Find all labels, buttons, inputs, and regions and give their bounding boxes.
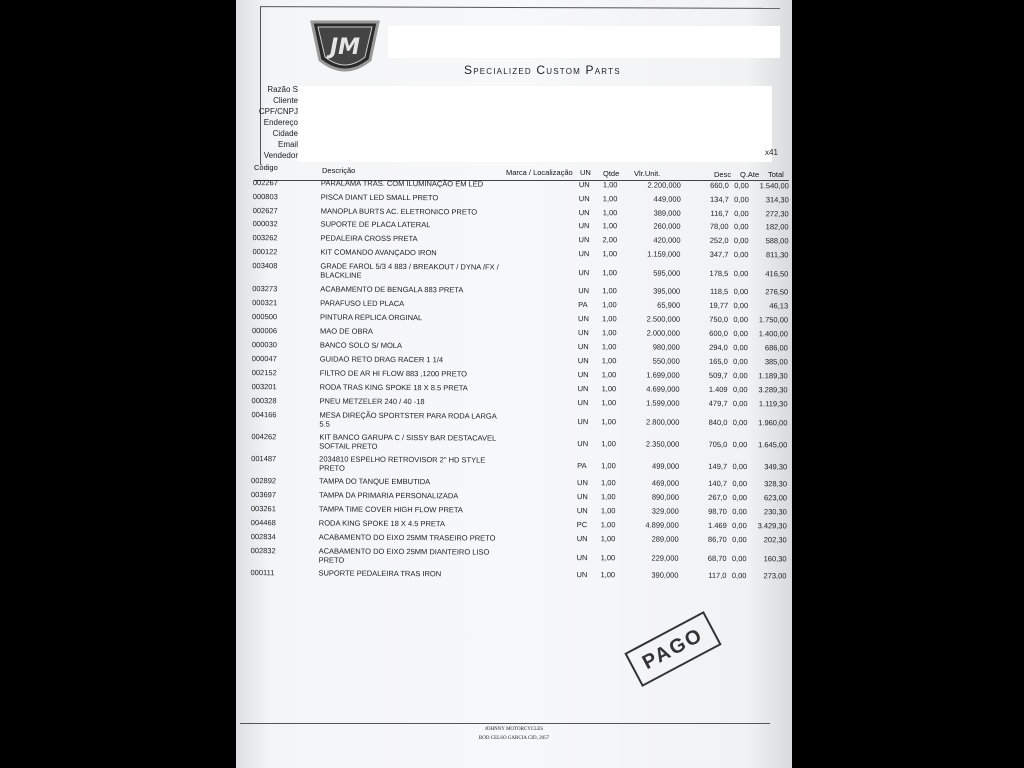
item-quantity: 1,00 bbox=[602, 221, 618, 231]
item-quantity: 1,00 bbox=[602, 314, 617, 324]
item-total: 1.189,30 bbox=[758, 371, 788, 381]
table-row bbox=[236, 504, 789, 517]
table-row bbox=[236, 247, 790, 260]
item-quantity: 1,00 bbox=[601, 384, 617, 394]
item-code: 000047 bbox=[251, 354, 277, 364]
item-unit: UN bbox=[577, 356, 589, 366]
item-code: 001487 bbox=[251, 454, 277, 464]
item-qty-ate: 0,00 bbox=[733, 301, 749, 311]
item-quantity: 1,00 bbox=[601, 461, 616, 471]
item-unit: UN bbox=[576, 553, 588, 563]
header-un: UN bbox=[580, 168, 591, 177]
item-unit: UN bbox=[577, 370, 589, 380]
item-unit-price: 2.200,000 bbox=[647, 180, 681, 190]
item-qty-ate: 0,00 bbox=[732, 418, 748, 428]
footer-rule bbox=[240, 723, 770, 724]
item-description: GRADE FAROL 5/3 4 883 / BREAKOUT / DYNA /FX / BLACKLINE bbox=[320, 261, 499, 280]
item-code: 000030 bbox=[251, 340, 277, 350]
item-description: RODA TRAS KING SPOKE 18 X 8.5 PRETA bbox=[319, 382, 468, 393]
item-discount: 267,0 bbox=[708, 492, 727, 503]
item-discount: 19,77 bbox=[709, 300, 729, 311]
table-row bbox=[236, 261, 790, 280]
item-unit: PC bbox=[576, 520, 588, 530]
item-unit: UN bbox=[576, 506, 588, 516]
item-total: 1.540,00 bbox=[759, 181, 789, 191]
item-total: 46,13 bbox=[769, 301, 789, 311]
label-vendedor: Vendedor bbox=[263, 151, 298, 160]
item-unit: UN bbox=[577, 478, 588, 488]
table-row bbox=[236, 298, 790, 311]
item-unit: UN bbox=[576, 534, 588, 544]
redacted-customer-info bbox=[298, 86, 772, 162]
label-email: Email bbox=[277, 140, 298, 149]
item-unit-price: 420,000 bbox=[653, 235, 681, 245]
item-total: 349,30 bbox=[764, 462, 788, 472]
item-quantity: 1,00 bbox=[601, 328, 617, 338]
item-description: RODA KING SPOKE 18 X 4.5 PRETA bbox=[318, 518, 445, 529]
item-code: 002152 bbox=[251, 368, 277, 378]
item-qty-ate: 0,00 bbox=[733, 357, 748, 367]
item-qty-ate: 0,00 bbox=[732, 521, 747, 531]
item-unit: UN bbox=[578, 194, 590, 204]
item-qty-ate: 0,00 bbox=[733, 236, 749, 246]
item-quantity: 1,00 bbox=[601, 342, 617, 352]
item-total: 328,30 bbox=[764, 479, 788, 489]
item-code: 002627 bbox=[252, 206, 278, 216]
item-code: 002267 bbox=[252, 178, 278, 188]
table-row bbox=[236, 368, 790, 381]
paid-stamp: PAGO bbox=[624, 611, 721, 687]
table-row bbox=[236, 382, 790, 395]
item-quantity: 1,00 bbox=[601, 439, 616, 449]
item-discount: 294,0 bbox=[709, 342, 728, 353]
item-unit: UN bbox=[577, 398, 589, 408]
item-unit-price: 289,000 bbox=[651, 534, 679, 544]
header-discount: Desc bbox=[714, 170, 732, 179]
item-total: 202,30 bbox=[763, 535, 787, 545]
item-unit: UN bbox=[577, 439, 589, 449]
item-discount: 509,7 bbox=[708, 370, 728, 381]
item-code: 003261 bbox=[250, 504, 276, 514]
item-qty-ate: 0,00 bbox=[733, 287, 749, 297]
table-row bbox=[236, 432, 789, 451]
item-code: 004166 bbox=[251, 410, 277, 420]
item-code: 003201 bbox=[251, 382, 277, 392]
table-row bbox=[236, 340, 790, 353]
table-row bbox=[236, 206, 791, 219]
item-discount: 178,5 bbox=[709, 268, 729, 279]
item-total: 1.645,00 bbox=[758, 440, 788, 450]
item-qty-ate: 0,00 bbox=[734, 209, 749, 219]
item-code: 000006 bbox=[251, 326, 278, 336]
table-row bbox=[236, 192, 791, 205]
header-code: Código bbox=[254, 163, 278, 172]
document-page bbox=[236, 0, 792, 768]
item-description: PINTURA REPLICA ORGINAL bbox=[320, 312, 423, 323]
item-unit-price: 260,000 bbox=[653, 221, 681, 231]
item-description: ACABAMENTO DE BENGALA 883 PRETA bbox=[320, 284, 464, 295]
item-quantity: 1,00 bbox=[602, 208, 618, 218]
item-quantity: 1,00 bbox=[602, 194, 618, 204]
item-unit-price: 1.699,000 bbox=[646, 370, 680, 380]
company-tagline: Specialized Custom Parts bbox=[464, 63, 621, 77]
item-unit-price: 229,000 bbox=[651, 553, 679, 563]
item-discount: 98,70 bbox=[708, 506, 727, 517]
item-code: 003262 bbox=[252, 233, 278, 243]
item-code: 000803 bbox=[252, 192, 278, 202]
item-quantity: 1,00 bbox=[600, 492, 616, 502]
item-total: 385,00 bbox=[764, 357, 788, 367]
table-row bbox=[236, 396, 790, 409]
item-description: PARAFUSO LED PLACA bbox=[320, 298, 405, 309]
item-total: 1.750,00 bbox=[758, 315, 789, 325]
redacted-company-info bbox=[388, 26, 780, 58]
item-discount: 1.409 bbox=[708, 384, 728, 395]
label-cliente: Cliente bbox=[273, 96, 298, 105]
item-unit-price: 2.500,000 bbox=[646, 314, 681, 324]
item-description: TAMPA DO TANQUE EMBUTIDA bbox=[319, 476, 431, 487]
item-unit-price: 449,000 bbox=[653, 194, 681, 204]
item-discount: 660,0 bbox=[710, 180, 729, 191]
item-description: BANCO SOLO S/ MOLA bbox=[319, 340, 403, 351]
table-row bbox=[236, 326, 790, 339]
item-unit-price: 390,000 bbox=[651, 570, 679, 580]
item-discount: 117,0 bbox=[708, 570, 727, 581]
item-qty-ate: 0,00 bbox=[733, 329, 748, 339]
item-total: 276,50 bbox=[765, 287, 789, 297]
item-quantity: 1,00 bbox=[601, 417, 617, 427]
item-qty-ate: 0,00 bbox=[732, 440, 748, 450]
item-total: 1.119,30 bbox=[758, 399, 788, 409]
item-quantity: 1,00 bbox=[600, 553, 616, 563]
item-code: 000500 bbox=[252, 312, 278, 322]
table-row bbox=[236, 233, 791, 246]
item-unit: UN bbox=[577, 328, 589, 338]
item-total: 273,00 bbox=[763, 571, 787, 581]
item-description: MAO DE OBRA bbox=[319, 326, 373, 336]
item-total: 416,50 bbox=[765, 269, 789, 279]
item-qty-ate: 0,00 bbox=[732, 399, 748, 409]
item-unit-price: 550,000 bbox=[652, 356, 680, 366]
item-total: 1.400,00 bbox=[758, 329, 788, 339]
item-unit: UN bbox=[578, 249, 590, 259]
frame-top-rule bbox=[260, 6, 780, 9]
item-qty-ate: 0,00 bbox=[734, 195, 749, 205]
item-unit-price: 595,000 bbox=[653, 268, 681, 278]
header-qtd: Qtde bbox=[603, 169, 620, 178]
item-unit: UN bbox=[576, 570, 588, 580]
item-description: PEDALEIRA CROSS PRETA bbox=[320, 233, 418, 244]
item-qty-ate: 0,00 bbox=[732, 507, 747, 517]
item-total: 3.429,30 bbox=[757, 521, 787, 531]
item-unit-price: 499,000 bbox=[652, 461, 680, 471]
header-brand: Marca / Localização bbox=[506, 168, 573, 177]
item-unit: UN bbox=[578, 314, 589, 324]
table-row bbox=[236, 284, 790, 297]
item-qty-ate: 0,00 bbox=[733, 250, 749, 260]
item-discount: 68,70 bbox=[707, 553, 727, 564]
item-code: 000321 bbox=[252, 298, 278, 308]
item-discount: 840,0 bbox=[708, 417, 728, 428]
item-qty-ate: 0,00 bbox=[732, 479, 748, 489]
item-total: 686,00 bbox=[764, 343, 788, 353]
item-total: 272,30 bbox=[765, 209, 789, 219]
item-discount: 78,00 bbox=[709, 221, 729, 232]
item-quantity: 1,00 bbox=[600, 506, 616, 516]
label-cpf: CPF/CNPJ bbox=[258, 107, 298, 116]
item-quantity: 1,00 bbox=[600, 520, 616, 530]
header-total: Total bbox=[768, 170, 784, 179]
item-description: SUPORTE DE PLACA LATERAL bbox=[320, 219, 431, 230]
table-row bbox=[236, 490, 789, 503]
item-unit-price: 65,900 bbox=[657, 300, 681, 310]
item-code: 004468 bbox=[250, 518, 276, 528]
item-total: 182,00 bbox=[765, 222, 789, 232]
item-qty-ate: 0,00 bbox=[734, 181, 749, 191]
item-qty-ate: 0,00 bbox=[732, 535, 747, 545]
item-qty-ate: 0,00 bbox=[732, 493, 747, 503]
item-discount: 479,7 bbox=[708, 398, 728, 409]
item-description: MANOPLA BURTS AC. ELETRONICO PRETO bbox=[320, 206, 478, 217]
table-row bbox=[236, 454, 789, 473]
item-discount: 86,70 bbox=[707, 534, 727, 545]
item-description: SUPORTE PEDALEIRA TRAS IRON bbox=[318, 568, 442, 579]
item-unit: UN bbox=[577, 417, 589, 427]
item-code: 000032 bbox=[252, 219, 278, 229]
item-description: KIT BANCO GARUPA C / SISSY BAR DESTACAVEL SOFTAIL PRETO bbox=[319, 432, 496, 451]
item-code: 003273 bbox=[252, 284, 278, 294]
item-unit: UN bbox=[578, 180, 590, 190]
item-qty-ate: 0,00 bbox=[733, 269, 749, 279]
item-unit: UN bbox=[576, 492, 588, 502]
item-description: PNEU METZELER 240 / 40 -18 bbox=[319, 396, 425, 407]
item-code: 000328 bbox=[251, 396, 277, 406]
item-discount: 118,5 bbox=[709, 286, 729, 297]
item-unit-price: 329,000 bbox=[651, 506, 679, 516]
table-row bbox=[236, 532, 789, 545]
item-qty-ate: 0,00 bbox=[733, 371, 748, 381]
item-quantity: 1,00 bbox=[600, 534, 616, 544]
table-row bbox=[236, 568, 789, 581]
item-discount: 134,7 bbox=[709, 194, 729, 205]
item-discount: 705,0 bbox=[708, 439, 728, 450]
item-discount: 600,0 bbox=[709, 328, 728, 339]
item-total: 3.289,30 bbox=[758, 385, 788, 395]
item-qty-ate: 0,00 bbox=[731, 571, 747, 581]
item-description: ACABAMENTO DO EIXO 25MM DIANTEIRO LISO PRETO bbox=[318, 546, 490, 565]
item-code: 003697 bbox=[250, 490, 277, 500]
item-unit-price: 395,000 bbox=[653, 286, 681, 296]
item-unit-price: 1.159,000 bbox=[647, 249, 681, 259]
item-code: 000122 bbox=[252, 247, 278, 257]
item-code: 004262 bbox=[251, 432, 277, 442]
header-suffix: x41 bbox=[765, 148, 778, 157]
item-total: 314,30 bbox=[765, 195, 789, 205]
header-unit: Vlr.Unit. bbox=[634, 169, 661, 178]
item-description: MESA DIREÇÃO SPORTSTER PARA RODA LARGA 5.5 bbox=[319, 410, 497, 429]
item-discount: 140,7 bbox=[708, 478, 728, 489]
footer-address: ROD CELSO GARCIA CID, 2057 bbox=[478, 736, 550, 741]
footer-company: JOHNNY MOTORCYCLES bbox=[484, 727, 544, 732]
item-unit: UN bbox=[577, 342, 589, 352]
table-row bbox=[236, 546, 789, 565]
item-unit-price: 469,000 bbox=[651, 478, 680, 488]
item-description: TAMPA DA PRIMARIA PERSONALIZADA bbox=[318, 490, 459, 501]
item-code: 002892 bbox=[251, 476, 277, 486]
header-qty-ate: Q.Ate bbox=[740, 170, 760, 179]
item-qty-ate: 0,00 bbox=[732, 385, 748, 395]
item-unit: UN bbox=[577, 384, 589, 394]
table-row bbox=[236, 410, 789, 429]
item-qty-ate: 0,00 bbox=[733, 222, 749, 232]
customer-labels bbox=[250, 84, 298, 161]
item-total: 160,30 bbox=[763, 554, 787, 564]
item-quantity: 2,00 bbox=[602, 235, 618, 245]
item-qty-ate: 0,00 bbox=[731, 554, 747, 564]
item-total: 623,00 bbox=[763, 493, 787, 503]
item-unit-price: 980,000 bbox=[652, 342, 680, 352]
label-razao: Razão S bbox=[267, 85, 298, 94]
item-quantity: 1,00 bbox=[601, 370, 617, 380]
item-discount: 149,7 bbox=[708, 461, 728, 472]
label-cidade: Cidade bbox=[272, 129, 298, 138]
item-unit-price: 1.599,000 bbox=[646, 398, 680, 408]
item-code: 003408 bbox=[252, 261, 278, 271]
item-quantity: 1,00 bbox=[602, 300, 617, 310]
item-quantity: 1,00 bbox=[601, 356, 617, 366]
item-description: GUIDAO RETO DRAG RACER 1 1/4 bbox=[319, 354, 444, 365]
item-unit-price: 2.000,000 bbox=[646, 328, 681, 338]
table-row bbox=[236, 518, 789, 531]
item-total: 811,30 bbox=[766, 250, 789, 260]
item-discount: 252,0 bbox=[709, 235, 729, 246]
item-description: PISCA DIANT LED SMALL PRETO bbox=[320, 192, 439, 203]
item-total: 1.960,00 bbox=[758, 418, 788, 428]
item-code: 000111 bbox=[250, 568, 275, 578]
item-unit-price: 2.800,000 bbox=[646, 417, 680, 427]
table-row bbox=[236, 219, 791, 232]
item-unit-price: 4.699,000 bbox=[646, 384, 680, 394]
item-total: 588,00 bbox=[765, 236, 789, 246]
item-discount: 750,0 bbox=[709, 314, 729, 325]
item-quantity: 1,00 bbox=[602, 180, 618, 190]
table-row bbox=[236, 354, 790, 367]
item-discount: 116,7 bbox=[710, 208, 729, 219]
header-desc: Descrição bbox=[322, 166, 356, 175]
item-description: ACABAMENTO DO EIXO 25MM TRASEIRO PRETO bbox=[318, 532, 496, 543]
item-unit: UN bbox=[578, 268, 590, 278]
item-unit-price: 4.899,000 bbox=[645, 520, 679, 530]
item-discount: 1.469 bbox=[707, 520, 727, 531]
item-description: TAMPA TIME COVER HIGH FLOW PRETA bbox=[318, 504, 463, 515]
item-qty-ate: 0,00 bbox=[732, 462, 748, 472]
item-description: PARALAMA TRAS. COM ILUMINAÇÃO EM LED bbox=[320, 178, 484, 189]
item-unit-price: 890,000 bbox=[651, 492, 679, 502]
item-unit: UN bbox=[578, 286, 590, 296]
item-unit-price: 2.350,000 bbox=[645, 439, 680, 449]
company-logo bbox=[306, 16, 384, 78]
item-discount: 165,0 bbox=[708, 356, 728, 367]
table-row bbox=[236, 312, 790, 325]
item-quantity: 1,00 bbox=[602, 286, 617, 296]
table-row bbox=[236, 476, 789, 489]
item-qty-ate: 0,00 bbox=[733, 315, 749, 325]
item-quantity: 1,00 bbox=[601, 478, 616, 488]
item-unit-price: 389,000 bbox=[653, 208, 681, 218]
item-code: 002834 bbox=[250, 532, 276, 542]
item-code: 002832 bbox=[250, 546, 276, 556]
item-unit: UN bbox=[578, 221, 590, 231]
item-quantity: 1,00 bbox=[601, 398, 617, 408]
item-qty-ate: 0,00 bbox=[733, 343, 748, 353]
item-description: KIT COMANDO AVANÇADO IRON bbox=[320, 247, 437, 258]
item-description: FILTRO DE AR HI FLOW 883 ,1200 PRETO bbox=[319, 368, 468, 379]
item-unit: UN bbox=[578, 208, 590, 218]
item-unit: PA bbox=[578, 300, 588, 310]
item-quantity: 1,00 bbox=[602, 268, 617, 278]
label-endereco: Endereço bbox=[263, 118, 298, 127]
item-discount: 347,7 bbox=[709, 249, 729, 260]
item-unit: UN bbox=[578, 235, 590, 245]
logo-lettering: JM bbox=[329, 35, 361, 60]
item-total: 230,30 bbox=[763, 507, 787, 517]
item-quantity: 1,00 bbox=[600, 570, 616, 580]
item-description: 2034810 ESPELHO RETROVISOR 2" HD STYLE PRETO bbox=[319, 454, 486, 473]
item-unit: PA bbox=[577, 461, 587, 471]
item-quantity: 1,00 bbox=[602, 249, 618, 259]
